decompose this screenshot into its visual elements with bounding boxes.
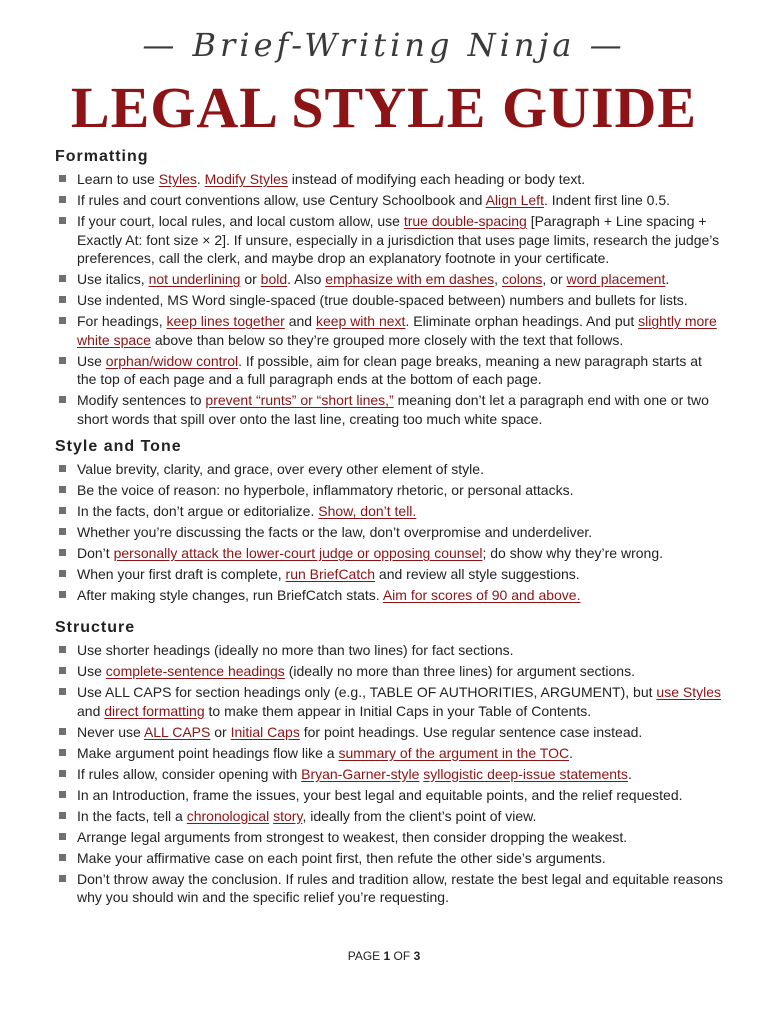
section-heading-formatting: Formatting	[55, 148, 149, 165]
inline-link[interactable]: summary of the argument in the TOC	[338, 744, 570, 761]
square-bullet-icon	[59, 175, 66, 182]
inline-link[interactable]: chronological	[186, 807, 270, 824]
inline-link[interactable]: personally attack the lower-court judge or opposing counsel	[113, 545, 483, 561]
item-text: Use	[77, 663, 106, 679]
item-text: Don’t throw away the conclusion. If rules and tradition allow, restate the best legal and equitable reasons why you should win and the specific relief you’re requesting.	[77, 870, 723, 905]
item-text: ,	[494, 271, 502, 287]
square-bullet-icon	[59, 728, 66, 735]
item-text: . If possible, aim for clean page breaks, meaning a new paragraph starts at the top of each page and a full paragraph ends at the bottom of each page.	[77, 352, 702, 387]
item-text: (ideally no more than three lines) for argument sections.	[284, 663, 635, 679]
item-text: In the facts, tell a	[77, 807, 187, 824]
item-text: instead of modifying each heading or body text.	[287, 171, 586, 187]
section-heading-structure: Structure	[55, 619, 136, 636]
item-text: .	[196, 171, 205, 187]
page-number-current: 1	[383, 949, 391, 963]
list-item	[58, 391, 723, 428]
inline-link[interactable]: keep with next	[315, 313, 406, 329]
square-bullet-icon	[59, 812, 66, 819]
list-item	[58, 460, 723, 479]
inline-link[interactable]: run BriefCatch	[285, 566, 376, 582]
list-item	[58, 352, 723, 389]
square-bullet-icon	[59, 196, 66, 203]
item-text: or	[240, 271, 261, 287]
item-text: or	[210, 723, 231, 740]
list-item	[58, 765, 723, 784]
item-text: Use ALL CAPS for section headings only (e.g., TABLE OF AUTHORITIES, ARGUMENT), but	[77, 684, 657, 700]
page-number-middle: OF	[390, 949, 414, 963]
square-bullet-icon	[59, 296, 66, 303]
item-text: For headings,	[77, 313, 167, 329]
inline-link[interactable]: Bryan-Garner-style	[301, 765, 420, 782]
item-text: .	[665, 271, 670, 287]
item-text: If rules allow, consider opening with	[77, 765, 302, 782]
square-bullet-icon	[59, 357, 66, 364]
item-text: Whether you’re discussing the facts or the law, don’t overpromise and underdeliver.	[77, 524, 593, 540]
list-item	[58, 544, 723, 563]
item-text: .	[569, 744, 573, 761]
list-item	[58, 312, 723, 349]
item-text: Make argument point headings flow like a	[77, 744, 339, 761]
inline-link[interactable]: word placement	[566, 271, 666, 287]
item-text: In an Introduction, frame the issues, your best legal and equitable points, and the relief requested.	[77, 786, 683, 803]
list-item	[58, 291, 723, 310]
item-text: [Paragraph + Line spacing + Exactly At: font size × 2]. If unsure, especially in a jurisdiction that uses page limits, research the judge’s preferences, call the clerk, and maybe drop an explanatory footnote in your certificate.	[77, 213, 720, 266]
list-item	[58, 170, 723, 189]
section-list-style-and-tone	[58, 460, 723, 607]
square-bullet-icon	[59, 275, 66, 282]
inline-link[interactable]: Modify Styles	[204, 171, 288, 187]
square-bullet-icon	[59, 875, 66, 882]
list-item	[58, 212, 723, 268]
list-item	[58, 683, 723, 720]
item-text: Be the voice of reason: no hyperbole, inflammatory rhetoric, or personal attacks.	[77, 482, 574, 498]
item-text: to make them appear in Initial Caps in your Table of Contents.	[204, 702, 592, 719]
inline-link[interactable]: Show, don’t tell.	[318, 503, 417, 519]
item-text: When your first draft is complete,	[77, 566, 286, 582]
list-item	[58, 870, 723, 907]
item-text: Arrange legal arguments from strongest to weakest, then consider dropping the weakest.	[77, 828, 628, 845]
item-text: for point headings. Use regular sentence case instead.	[299, 723, 643, 740]
square-bullet-icon	[59, 791, 66, 798]
item-text: In the facts, don’t argue or editorialize.	[77, 503, 319, 519]
item-text: Learn to use	[77, 171, 159, 187]
page-subtitle: — Brief-Writing Ninja —	[142, 26, 626, 64]
page-number-total: 3	[413, 949, 421, 963]
inline-link[interactable]: bold	[260, 271, 288, 287]
item-text: and	[284, 313, 316, 329]
item-text: Value brevity, clarity, and grace, over every other element of style.	[77, 461, 484, 477]
inline-link[interactable]: keep lines together	[166, 313, 285, 329]
list-item	[58, 641, 723, 660]
inline-link[interactable]: colons	[501, 271, 543, 287]
inline-link[interactable]: emphasize with em dashes	[325, 271, 495, 287]
item-text: Modify sentences to	[77, 392, 206, 408]
inline-link[interactable]: orphan/widow control	[105, 352, 239, 369]
section-heading-style-and-tone: Style and Tone	[55, 438, 182, 455]
inline-link[interactable]: Align Left	[485, 192, 544, 208]
inline-link[interactable]: Styles	[158, 171, 197, 187]
square-bullet-icon	[59, 570, 66, 577]
section-list-structure	[58, 641, 723, 909]
page-number	[0, 949, 768, 963]
item-text: . Eliminate orphan headings. And put	[405, 313, 639, 329]
square-bullet-icon	[59, 507, 66, 514]
item-text: Don’t	[77, 545, 114, 561]
inline-link[interactable]: true double-spacing	[403, 213, 527, 229]
item-text: , ideally from the client’s point of view.	[302, 807, 537, 824]
item-text: . Also	[287, 271, 326, 287]
item-text: ; do show why they’re wrong.	[482, 545, 663, 561]
item-text: , or	[542, 271, 567, 287]
square-bullet-icon	[59, 317, 66, 324]
list-item	[58, 744, 723, 763]
square-bullet-icon	[59, 770, 66, 777]
inline-link[interactable]: Aim for scores of 90 and above.	[382, 587, 581, 603]
list-item	[58, 191, 723, 210]
item-text: .	[627, 765, 632, 782]
list-item	[58, 849, 723, 868]
page-number-prefix: PAGE	[347, 949, 384, 963]
page-title: LEGAL STYLE GUIDE	[70, 75, 698, 140]
list-item	[58, 270, 723, 289]
item-text: After making style changes, run BriefCatch stats.	[77, 587, 383, 603]
inline-link[interactable]: use Styles	[656, 684, 721, 700]
list-item	[58, 662, 723, 681]
item-text: Use shorter headings (ideally no more than two lines) for fact sections.	[77, 642, 514, 658]
inline-link[interactable]: slightly more white space	[77, 313, 717, 348]
item-text: and	[77, 702, 105, 719]
item-text: Use indented, MS Word single-spaced (true double-spaced between) numbers and bullets for lists.	[77, 292, 688, 308]
item-text: If rules and court conventions allow, use Century Schoolbook and	[77, 192, 486, 208]
item-text: If your court, local rules, and local custom allow, use	[77, 213, 404, 229]
list-item	[58, 786, 723, 805]
square-bullet-icon	[59, 667, 66, 674]
square-bullet-icon	[59, 591, 66, 598]
inline-link[interactable]: story	[273, 807, 303, 824]
list-item	[58, 481, 723, 500]
list-item	[58, 523, 723, 542]
list-item	[58, 586, 723, 605]
square-bullet-icon	[59, 486, 66, 493]
section-list-formatting	[58, 170, 723, 431]
square-bullet-icon	[59, 217, 66, 224]
inline-link[interactable]: ALL CAPS	[143, 723, 211, 740]
list-item	[58, 565, 723, 584]
list-item	[58, 807, 723, 826]
square-bullet-icon	[59, 646, 66, 653]
inline-link[interactable]: complete-sentence headings	[105, 663, 285, 679]
item-text: and review all style suggestions.	[375, 566, 580, 582]
list-item	[58, 723, 723, 742]
list-item	[58, 828, 723, 847]
square-bullet-icon	[59, 528, 66, 535]
square-bullet-icon	[59, 396, 66, 403]
inline-link[interactable]: prevent “runts” or “short lines,”	[205, 392, 394, 408]
square-bullet-icon	[59, 749, 66, 756]
list-item	[58, 502, 723, 521]
square-bullet-icon	[59, 549, 66, 556]
square-bullet-icon	[59, 465, 66, 472]
item-text: Use	[77, 352, 106, 369]
square-bullet-icon	[59, 854, 66, 861]
item-text: . Indent first line 0.5.	[543, 192, 671, 208]
inline-link[interactable]: syllogistic deep-issue statements	[423, 765, 628, 782]
square-bullet-icon	[59, 688, 66, 695]
item-text: above than below so they’re grouped more closely with the text that follows.	[150, 331, 624, 348]
inline-link[interactable]: direct formatting	[104, 702, 205, 719]
item-text: Never use	[77, 723, 144, 740]
inline-link[interactable]: Initial Caps	[230, 723, 300, 740]
inline-link[interactable]: not underlining	[148, 271, 241, 287]
item-text: meaning don’t let a paragraph end with one or two short words that spill over onto the last line, creating too much white space.	[77, 392, 709, 427]
item-text: Make your affirmative case on each point first, then refute the other side’s arguments.	[77, 849, 606, 866]
square-bullet-icon	[59, 833, 66, 840]
item-text: Use italics,	[77, 271, 149, 287]
